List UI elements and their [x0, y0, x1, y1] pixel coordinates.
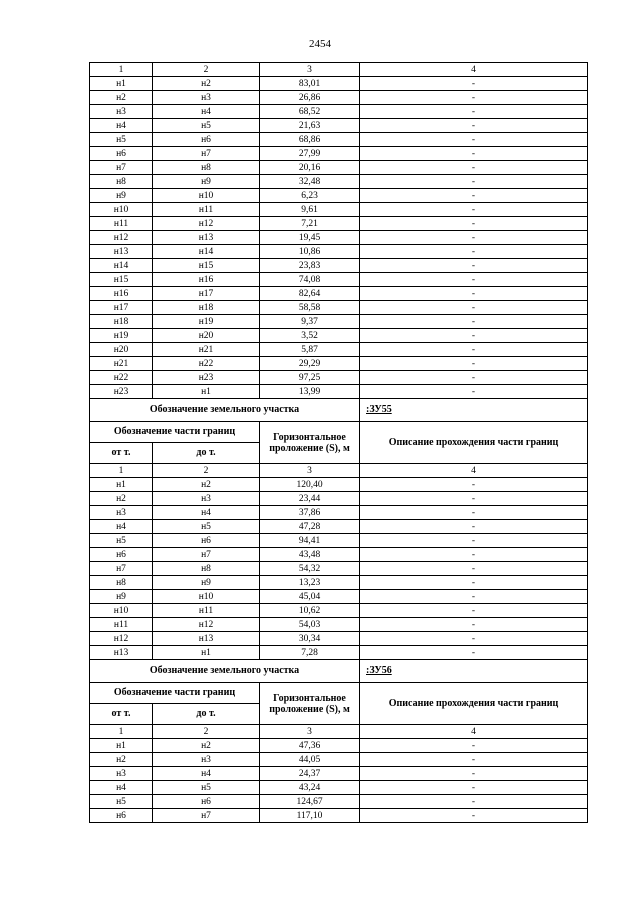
boundary-table: [89, 62, 588, 823]
horizontal-distance: 9,37: [260, 315, 360, 329]
description: -: [360, 105, 588, 119]
description: -: [360, 576, 588, 590]
to-point: н5: [153, 119, 260, 133]
table-row: [90, 781, 588, 795]
from-point: н4: [90, 781, 153, 795]
from-point: н1: [90, 77, 153, 91]
table-row: [90, 273, 588, 287]
description: -: [360, 520, 588, 534]
to-point: н23: [153, 371, 260, 385]
from-point: н3: [90, 105, 153, 119]
horizontal-distance: 68,86: [260, 133, 360, 147]
horizontal-distance: 32,48: [260, 175, 360, 189]
description: -: [360, 492, 588, 506]
plot-code: :ЗУ55: [360, 399, 588, 422]
table-row: [90, 576, 588, 590]
description: -: [360, 231, 588, 245]
description-header: Описание прохождения части границ: [360, 422, 588, 464]
horizontal-distance: 83,01: [260, 77, 360, 91]
from-point: н13: [90, 245, 153, 259]
description: -: [360, 781, 588, 795]
part-designation-header: Обозначение части границ: [90, 422, 260, 443]
from-point: н13: [90, 646, 153, 660]
from-point: н5: [90, 795, 153, 809]
horizontal-distance: 94,41: [260, 534, 360, 548]
to-point: н1: [153, 646, 260, 660]
to-point: н14: [153, 245, 260, 259]
column-number: 1: [90, 464, 153, 478]
description: -: [360, 301, 588, 315]
table-row: [90, 520, 588, 534]
from-point: н6: [90, 147, 153, 161]
table-row: [90, 478, 588, 492]
from-point: н19: [90, 329, 153, 343]
horizontal-distance: 5,87: [260, 343, 360, 357]
to-point: н7: [153, 809, 260, 823]
to-point: н13: [153, 632, 260, 646]
to-point: н6: [153, 795, 260, 809]
column-number: 3: [260, 63, 360, 77]
plot-designation-row: [90, 660, 588, 683]
table-row: [90, 809, 588, 823]
horizontal-distance: 117,10: [260, 809, 360, 823]
to-point: н2: [153, 478, 260, 492]
horizontal-distance: 124,67: [260, 795, 360, 809]
from-point: н5: [90, 534, 153, 548]
from-point: н17: [90, 301, 153, 315]
description: -: [360, 119, 588, 133]
description: -: [360, 287, 588, 301]
to-point: н12: [153, 618, 260, 632]
table-row: [90, 231, 588, 245]
horizontal-distance: 23,83: [260, 259, 360, 273]
horizontal-distance: 82,64: [260, 287, 360, 301]
plot-code: :ЗУ56: [360, 660, 588, 683]
horizontal-distance: 47,36: [260, 739, 360, 753]
horizontal-distance: 97,25: [260, 371, 360, 385]
horizontal-distance: 37,86: [260, 506, 360, 520]
horizontal-distance: 21,63: [260, 119, 360, 133]
part-designation-header: Обозначение части границ: [90, 683, 260, 704]
to-header: до т.: [153, 704, 260, 725]
from-point: н20: [90, 343, 153, 357]
to-point: н1: [153, 385, 260, 399]
description: -: [360, 133, 588, 147]
from-point: н3: [90, 767, 153, 781]
table-row: [90, 357, 588, 371]
from-point: н2: [90, 753, 153, 767]
description: -: [360, 329, 588, 343]
horizontal-distance: 27,99: [260, 147, 360, 161]
table-row: [90, 217, 588, 231]
description: -: [360, 739, 588, 753]
from-point: н22: [90, 371, 153, 385]
to-point: н19: [153, 315, 260, 329]
to-point: н9: [153, 576, 260, 590]
horizontal-distance: 6,23: [260, 189, 360, 203]
horizontal-distance: 20,16: [260, 161, 360, 175]
description: -: [360, 147, 588, 161]
to-point: н15: [153, 259, 260, 273]
horizontal-distance: 68,52: [260, 105, 360, 119]
to-point: н16: [153, 273, 260, 287]
table-row: [90, 105, 588, 119]
to-point: н3: [153, 492, 260, 506]
from-header: от т.: [90, 443, 153, 464]
to-point: н2: [153, 739, 260, 753]
from-point: н11: [90, 217, 153, 231]
table-row: [90, 259, 588, 273]
plot-designation-label: Обозначение земельного участка: [90, 399, 360, 422]
table-row: [90, 590, 588, 604]
table-row: [90, 315, 588, 329]
from-point: н18: [90, 315, 153, 329]
description: -: [360, 767, 588, 781]
horizontal-distance: 24,37: [260, 767, 360, 781]
page-number: 2454: [309, 38, 331, 50]
horizontal-distance: 13,99: [260, 385, 360, 399]
horizontal-distance: 13,23: [260, 576, 360, 590]
from-point: н8: [90, 576, 153, 590]
to-point: н18: [153, 301, 260, 315]
to-point: н7: [153, 548, 260, 562]
description: -: [360, 161, 588, 175]
to-point: н6: [153, 133, 260, 147]
from-point: н2: [90, 492, 153, 506]
table-row: [90, 604, 588, 618]
table-row: [90, 492, 588, 506]
horizontal-distance: 3,52: [260, 329, 360, 343]
to-point: н5: [153, 781, 260, 795]
horizontal-distance: 58,58: [260, 301, 360, 315]
from-point: н23: [90, 385, 153, 399]
description: -: [360, 343, 588, 357]
plot-designation-row: [90, 399, 588, 422]
column-number: 1: [90, 63, 153, 77]
column-number: 4: [360, 725, 588, 739]
horizontal-distance: 74,08: [260, 273, 360, 287]
description: -: [360, 77, 588, 91]
description: -: [360, 534, 588, 548]
description: -: [360, 315, 588, 329]
from-point: н7: [90, 161, 153, 175]
column-number: 2: [153, 725, 260, 739]
horizontal-distance: 43,48: [260, 548, 360, 562]
table-row: [90, 795, 588, 809]
from-point: н10: [90, 203, 153, 217]
horizontal-distance: 30,34: [260, 632, 360, 646]
table-row: [90, 618, 588, 632]
table-row: [90, 753, 588, 767]
horizontal-header: Горизонтальное проложение (S), м: [260, 422, 360, 464]
from-point: н10: [90, 604, 153, 618]
table-row: [90, 203, 588, 217]
to-point: н9: [153, 175, 260, 189]
horizontal-distance: 29,29: [260, 357, 360, 371]
column-number: 4: [360, 464, 588, 478]
table-row: [90, 245, 588, 259]
horizontal-header: Горизонтальное проложение (S), м: [260, 683, 360, 725]
description: -: [360, 478, 588, 492]
table-row: [90, 767, 588, 781]
horizontal-distance: 44,05: [260, 753, 360, 767]
description: -: [360, 245, 588, 259]
table-row: [90, 343, 588, 357]
description: -: [360, 506, 588, 520]
to-point: н4: [153, 506, 260, 520]
horizontal-distance: 54,03: [260, 618, 360, 632]
from-point: н4: [90, 119, 153, 133]
from-point: н3: [90, 506, 153, 520]
horizontal-distance: 9,61: [260, 203, 360, 217]
description-header: Описание прохождения части границ: [360, 683, 588, 725]
table-row: [90, 133, 588, 147]
description: -: [360, 632, 588, 646]
from-point: н7: [90, 562, 153, 576]
from-point: н11: [90, 618, 153, 632]
header-row: [90, 422, 588, 443]
column-number: 2: [153, 63, 260, 77]
description: -: [360, 217, 588, 231]
table-row: [90, 147, 588, 161]
table-row: [90, 562, 588, 576]
table-row: [90, 534, 588, 548]
to-point: н4: [153, 767, 260, 781]
to-point: н11: [153, 604, 260, 618]
horizontal-distance: 23,44: [260, 492, 360, 506]
column-numbers-row: [90, 725, 588, 739]
description: -: [360, 91, 588, 105]
column-number: 3: [260, 725, 360, 739]
description: -: [360, 385, 588, 399]
horizontal-distance: 47,28: [260, 520, 360, 534]
to-point: н2: [153, 77, 260, 91]
table-row: [90, 189, 588, 203]
to-point: н5: [153, 520, 260, 534]
to-point: н11: [153, 203, 260, 217]
table-row: [90, 119, 588, 133]
to-header: до т.: [153, 443, 260, 464]
from-point: н12: [90, 632, 153, 646]
to-point: н7: [153, 147, 260, 161]
table-row: [90, 91, 588, 105]
horizontal-distance: 120,40: [260, 478, 360, 492]
to-point: н17: [153, 287, 260, 301]
from-point: н1: [90, 478, 153, 492]
to-point: н22: [153, 357, 260, 371]
column-number: 4: [360, 63, 588, 77]
to-point: н20: [153, 329, 260, 343]
column-numbers-row: [90, 464, 588, 478]
to-point: н3: [153, 91, 260, 105]
horizontal-distance: 54,32: [260, 562, 360, 576]
horizontal-distance: 7,21: [260, 217, 360, 231]
description: -: [360, 203, 588, 217]
description: -: [360, 259, 588, 273]
description: -: [360, 562, 588, 576]
to-point: н3: [153, 753, 260, 767]
plot-designation-label: Обозначение земельного участка: [90, 660, 360, 683]
from-point: н4: [90, 520, 153, 534]
column-number: 1: [90, 725, 153, 739]
to-point: н12: [153, 217, 260, 231]
description: -: [360, 795, 588, 809]
table-row: [90, 161, 588, 175]
to-point: н6: [153, 534, 260, 548]
description: -: [360, 618, 588, 632]
table-row: [90, 301, 588, 315]
table-row: [90, 371, 588, 385]
column-number: 2: [153, 464, 260, 478]
from-point: н5: [90, 133, 153, 147]
horizontal-distance: 10,62: [260, 604, 360, 618]
horizontal-distance: 19,45: [260, 231, 360, 245]
table-row: [90, 506, 588, 520]
to-point: н10: [153, 189, 260, 203]
horizontal-distance: 43,24: [260, 781, 360, 795]
to-point: н10: [153, 590, 260, 604]
from-header: от т.: [90, 704, 153, 725]
column-numbers-row: [90, 63, 588, 77]
from-point: н1: [90, 739, 153, 753]
from-point: н21: [90, 357, 153, 371]
table-row: [90, 739, 588, 753]
table-row: [90, 385, 588, 399]
table-row: [90, 287, 588, 301]
to-point: н8: [153, 562, 260, 576]
column-number: 3: [260, 464, 360, 478]
from-point: н9: [90, 590, 153, 604]
horizontal-distance: 10,86: [260, 245, 360, 259]
from-point: н6: [90, 548, 153, 562]
description: -: [360, 809, 588, 823]
to-point: н21: [153, 343, 260, 357]
from-point: н2: [90, 91, 153, 105]
description: -: [360, 590, 588, 604]
description: -: [360, 646, 588, 660]
table-row: [90, 77, 588, 91]
table-row: [90, 329, 588, 343]
description: -: [360, 175, 588, 189]
to-point: н8: [153, 161, 260, 175]
description: -: [360, 548, 588, 562]
from-point: н16: [90, 287, 153, 301]
from-point: н9: [90, 189, 153, 203]
from-point: н14: [90, 259, 153, 273]
header-row: [90, 683, 588, 704]
to-point: н13: [153, 231, 260, 245]
table-row: [90, 632, 588, 646]
table-row: [90, 646, 588, 660]
table-row: [90, 548, 588, 562]
description: -: [360, 357, 588, 371]
from-point: н6: [90, 809, 153, 823]
description: -: [360, 753, 588, 767]
table-row: [90, 175, 588, 189]
from-point: н15: [90, 273, 153, 287]
description: -: [360, 273, 588, 287]
to-point: н4: [153, 105, 260, 119]
horizontal-distance: 26,86: [260, 91, 360, 105]
from-point: н8: [90, 175, 153, 189]
horizontal-distance: 7,28: [260, 646, 360, 660]
description: -: [360, 604, 588, 618]
description: -: [360, 189, 588, 203]
from-point: н12: [90, 231, 153, 245]
description: -: [360, 371, 588, 385]
horizontal-distance: 45,04: [260, 590, 360, 604]
